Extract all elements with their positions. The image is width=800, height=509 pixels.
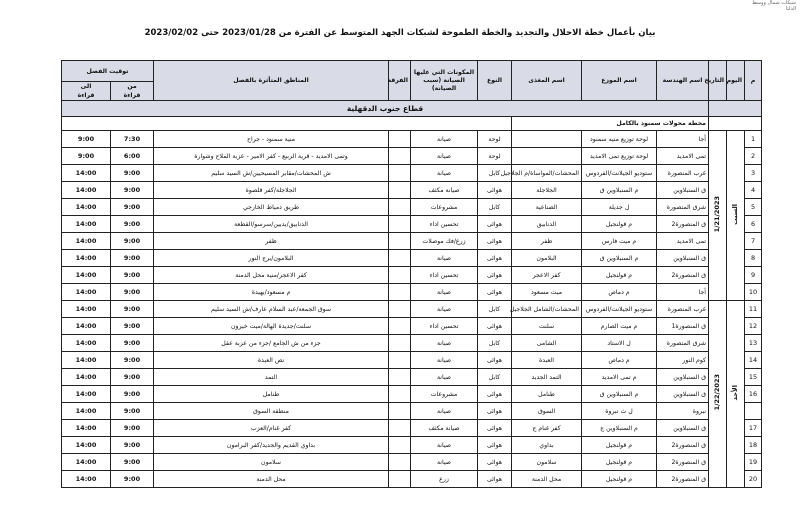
time-from-cell: 9:00 — [111, 216, 154, 233]
table-row — [62, 352, 762, 369]
feeder-cell: م قولنجيل — [582, 216, 657, 233]
team-cell — [389, 437, 411, 454]
table-row — [62, 437, 762, 454]
time-to-cell: 14:00 — [62, 318, 111, 335]
zone-cell: سلنت — [512, 318, 582, 335]
table-row — [62, 318, 762, 335]
engineering-cell: أجا — [657, 131, 709, 148]
feeder-cell: م دماص — [582, 284, 657, 301]
areas-cell: الدنابيق/بديين/سرسو/القطعة — [154, 216, 389, 233]
table-row — [62, 335, 762, 352]
zone-cell: طنامل — [512, 386, 582, 403]
row-number: 11 — [745, 301, 762, 318]
type-cell: كابل — [478, 301, 512, 318]
areas-cell: كفر الاعجر/منية محل الدمنة — [154, 267, 389, 284]
work-cell: صيانة — [411, 165, 478, 182]
areas-cell: طريق دمياط الخارجي — [154, 199, 389, 216]
engineering-cell: ق المنصورة2 — [657, 471, 709, 488]
zone-cell — [512, 148, 582, 165]
substation-blank — [62, 117, 512, 131]
row-number: 18 — [745, 437, 762, 454]
team-cell — [389, 301, 411, 318]
feeder-cell: م دماص — [582, 352, 657, 369]
engineering-cell: نبروة — [657, 403, 709, 420]
row-number: 17 — [745, 420, 762, 437]
time-to-cell: 14:00 — [62, 369, 111, 386]
type-cell: لوحة — [478, 131, 512, 148]
work-cell: صيانة — [411, 335, 478, 352]
team-cell — [389, 216, 411, 233]
time-to-cell: 14:00 — [62, 386, 111, 403]
table-row — [62, 369, 762, 386]
date-cell — [709, 131, 727, 301]
table-row — [62, 148, 762, 165]
type-cell: هوائى — [478, 233, 512, 250]
date-cell — [709, 301, 727, 488]
table-row — [62, 165, 762, 182]
work-cell: صيانة — [411, 352, 478, 369]
areas-cell: م مسعود/بهيدة — [154, 284, 389, 301]
engineering-cell: ق السنبلاوين — [657, 386, 709, 403]
team-cell — [389, 403, 411, 420]
zone-cell: بداوي — [512, 437, 582, 454]
header-zone: اسم المغذى — [512, 61, 582, 101]
work-cell: صيانة — [411, 131, 478, 148]
feeder-cell: م قولنجيل — [582, 267, 657, 284]
areas-cell: كفر غنام/العزب — [154, 420, 389, 437]
row-number: 20 — [745, 471, 762, 488]
time-from-cell: 9:00 — [111, 318, 154, 335]
work-cell: صيانة — [411, 301, 478, 318]
time-from-cell: 9:00 — [111, 454, 154, 471]
time-to-cell: 14:00 — [62, 301, 111, 318]
document-title: بيان بأعمال خطة الاحلال والتجديد والخطة الطموحة لشبكات الجهد المتوسط عن الفترة من 2023/01/28 حتى 2023/02/02 — [144, 28, 656, 38]
table-row — [62, 267, 762, 284]
time-to-cell: 14:00 — [62, 471, 111, 488]
type-cell: هوائى — [478, 182, 512, 199]
engineering-cell: أجا — [657, 284, 709, 301]
type-cell: هوائى — [478, 403, 512, 420]
work-cell: صيانة مكثف — [411, 182, 478, 199]
team-cell — [389, 352, 411, 369]
row-number: 14 — [745, 352, 762, 369]
zone-cell: التمد الجديد — [512, 369, 582, 386]
corner-logo: شبكات شمال ووسط الدلتا — [752, 0, 796, 12]
type-cell: هوائى — [478, 420, 512, 437]
row-number: 13 — [745, 335, 762, 352]
time-from-cell: 9:00 — [111, 437, 154, 454]
engineering-cell: غرب المنصورة — [657, 165, 709, 182]
time-from-cell: 9:00 — [111, 471, 154, 488]
day-label: الأحد — [731, 384, 740, 401]
zone-cell: الشامى — [512, 335, 582, 352]
type-cell: هوائى — [478, 250, 512, 267]
type-cell: كابل — [478, 335, 512, 352]
work-cell: صيانة — [411, 284, 478, 301]
table-row — [62, 250, 762, 267]
team-cell — [389, 233, 411, 250]
feeder-cell: م ميت فارس — [582, 233, 657, 250]
zone-cell — [512, 131, 582, 148]
time-to-cell: 14:00 — [62, 437, 111, 454]
type-cell: هوائى — [478, 437, 512, 454]
team-cell — [389, 267, 411, 284]
team-cell — [389, 386, 411, 403]
feeder-cell: م السنبلاوين ق — [582, 250, 657, 267]
areas-cell: منطقة السوق — [154, 403, 389, 420]
row-number: 7 — [745, 233, 762, 250]
feeder-cell: م ميت الصارم — [582, 318, 657, 335]
time-to-cell: 14:00 — [62, 199, 111, 216]
engineering-cell: ق المنصورة1 — [657, 318, 709, 335]
type-cell: كابل — [478, 165, 512, 182]
type-cell: هوائى — [478, 471, 512, 488]
work-cell: صيانة مكثف — [411, 420, 478, 437]
team-cell — [389, 182, 411, 199]
sector-title: قطاع جنوب الدقهلية — [62, 101, 709, 117]
table-row — [62, 182, 762, 199]
feeder-cell: ستوديو الجيلانت/الفردوس — [582, 165, 657, 182]
type-cell: لوحة — [478, 148, 512, 165]
time-to-cell: 14:00 — [62, 233, 111, 250]
feeder-cell: م قولنجيل — [582, 471, 657, 488]
team-cell — [389, 165, 411, 182]
feeder-cell: م السنبلاوين ق — [582, 182, 657, 199]
work-cell: صيانة — [411, 454, 478, 471]
work-cell: صيانة — [411, 437, 478, 454]
header-type: النوع — [478, 61, 512, 101]
time-to-cell: 14:00 — [62, 284, 111, 301]
time-from-cell: 9:00 — [111, 335, 154, 352]
team-cell — [389, 318, 411, 335]
day-cell — [727, 301, 745, 488]
side-cell — [709, 101, 762, 117]
zone-cell: المحشات/المواساة/م الجلاجيل — [512, 165, 582, 182]
work-cell: زرع — [411, 471, 478, 488]
table-row — [62, 386, 762, 403]
feeder-cell: ل جديلة — [582, 199, 657, 216]
feeder-cell: لوحة توزيع منيه سمنود — [582, 131, 657, 148]
time-from-cell: 7:30 — [111, 131, 154, 148]
areas-cell: سلامون — [154, 454, 389, 471]
type-cell: هوائى — [478, 352, 512, 369]
row-number: 12 — [745, 318, 762, 335]
areas-cell: الجلاجلة/كفر قلصوة — [154, 182, 389, 199]
table-row — [62, 403, 762, 420]
feeder-cell: م السنبلاوين ق — [582, 386, 657, 403]
row-number: 2 — [745, 148, 762, 165]
areas-cell: سلنت/جديدة الهالة/ميت خيرون — [154, 318, 389, 335]
engineering-cell: ق المنصورة2 — [657, 267, 709, 284]
time-to-cell: 14:00 — [62, 250, 111, 267]
type-cell: هوائى — [478, 216, 512, 233]
feeder-cell: م قولنجيل — [582, 437, 657, 454]
day-cell — [727, 131, 745, 301]
areas-cell: ش المحشات/مقابر المسيحيين/ش السيد سليم — [154, 165, 389, 182]
team-cell — [389, 284, 411, 301]
work-cell: تحسين اداء — [411, 216, 478, 233]
zone-cell: المحشات/الشامل الجلاجيل — [512, 301, 582, 318]
date-label: 1/21/2023 — [713, 195, 722, 233]
day-label: السبت — [731, 203, 740, 225]
team-cell — [389, 148, 411, 165]
time-to-cell: 9:00 — [62, 131, 111, 148]
team-cell — [389, 420, 411, 437]
engineering-cell: تمى الامديد — [657, 148, 709, 165]
engineering-cell: ق المنصورة2 — [657, 216, 709, 233]
header-row — [62, 61, 762, 82]
engineering-cell: ق السنبلاوين — [657, 182, 709, 199]
header-date: التاريخ — [709, 61, 727, 101]
time-from-cell: 9:00 — [111, 403, 154, 420]
time-to-cell: 14:00 — [62, 403, 111, 420]
zone-cell: محل الدمنة — [512, 471, 582, 488]
time-to-cell: 14:00 — [62, 165, 111, 182]
work-cell: زرع/فك موصلات — [411, 233, 478, 250]
time-from-cell: 9:00 — [111, 420, 154, 437]
areas-cell: جزء من ش الجامع /جزء من عزبة عقل — [154, 335, 389, 352]
zone-cell: العبدة — [512, 352, 582, 369]
time-to-cell: 14:00 — [62, 454, 111, 471]
work-cell: صيانة — [411, 369, 478, 386]
time-from-cell: 9:00 — [111, 267, 154, 284]
header-engineering: اسم الهندسة — [657, 61, 709, 101]
engineering-cell: ق المنصورة2 — [657, 437, 709, 454]
areas-cell: سوق الجمعة/عبد السلام عارف/ش السيد سليم — [154, 301, 389, 318]
zone-cell: البلامون — [512, 250, 582, 267]
table-row — [62, 233, 762, 250]
type-cell: كابل — [478, 199, 512, 216]
time-from-cell: 9:00 — [111, 301, 154, 318]
time-from-cell: 9:00 — [111, 250, 154, 267]
table-row — [62, 471, 762, 488]
date-label: 1/22/2023 — [713, 374, 722, 411]
type-cell: هوائى — [478, 454, 512, 471]
areas-cell: طنامل — [154, 386, 389, 403]
table-row — [62, 301, 762, 318]
engineering-cell: ق المنصورة2 — [657, 454, 709, 471]
feeder-cell: م تمى الامديد — [582, 369, 657, 386]
areas-cell: بداوي القديم والجديد/كفر البرامون — [154, 437, 389, 454]
row-number: 1 — [745, 131, 762, 148]
zone-cell: كفر غنام ج — [512, 420, 582, 437]
feeder-cell: ل الاستاد — [582, 335, 657, 352]
work-cell: صيانة — [411, 403, 478, 420]
row-number: 4 — [745, 182, 762, 199]
row-number: 3 — [745, 165, 762, 182]
areas-cell: وتمى الامديد - قرية الربيع - كفر الامير - عزبة الملاح وشوارة — [154, 148, 389, 165]
header-cut-time: توقيت الفصل — [62, 61, 154, 82]
team-cell — [389, 454, 411, 471]
table-row — [62, 284, 762, 301]
team-cell — [389, 369, 411, 386]
header-areas: المناطق المتأثرة بالفصل — [154, 61, 389, 101]
time-from-cell: 6:00 — [111, 148, 154, 165]
type-cell: هوائى — [478, 284, 512, 301]
sector-row — [62, 101, 762, 117]
header-day: اليوم — [727, 61, 745, 101]
feeder-cell: لوحة توزيع تمى الامديد — [582, 148, 657, 165]
header-num: م — [745, 61, 762, 101]
time-from-cell: 9:00 — [111, 182, 154, 199]
areas-cell: التمد — [154, 369, 389, 386]
zone-cell: ميت مسعود — [512, 284, 582, 301]
row-number: 15 — [745, 369, 762, 386]
time-to-cell: 14:00 — [62, 420, 111, 437]
work-cell: تحسين اداء — [411, 318, 478, 335]
time-from-cell: 9:00 — [111, 369, 154, 386]
row-number: 6 — [745, 216, 762, 233]
time-to-cell: 9:00 — [62, 148, 111, 165]
time-from-cell: 9:00 — [111, 233, 154, 250]
areas-cell: نص العبدة — [154, 352, 389, 369]
work-cell: صيانة — [411, 148, 478, 165]
time-to-cell: 14:00 — [62, 182, 111, 199]
areas-cell: منية سمنود - جراح — [154, 131, 389, 148]
type-cell: هوائى — [478, 386, 512, 403]
feeder-cell: ستوديو الجيلانت/الفردوس — [582, 301, 657, 318]
feeder-cell: م السنبلاوين ج — [582, 420, 657, 437]
substation-spacer — [709, 117, 762, 131]
table-row — [62, 199, 762, 216]
row-number: 9 — [745, 267, 762, 284]
row-number: 10 — [745, 284, 762, 301]
time-from-cell: 9:00 — [111, 199, 154, 216]
header-from: من قراءة — [111, 82, 154, 101]
row-number: 16 — [745, 386, 762, 403]
time-to-cell: 14:00 — [62, 335, 111, 352]
team-cell — [389, 131, 411, 148]
row-number: 5 — [745, 199, 762, 216]
engineering-cell: تمى الامديد — [657, 233, 709, 250]
team-cell — [389, 471, 411, 488]
substation-note: محطة محولات سمنود بالكامل — [512, 117, 709, 131]
table-row — [62, 131, 762, 148]
areas-cell: ظفر — [154, 233, 389, 250]
time-from-cell: 9:00 — [111, 284, 154, 301]
work-cell: تحسين اداء — [411, 267, 478, 284]
engineering-cell: ق السنبلاوين — [657, 420, 709, 437]
schedule-table — [61, 60, 762, 488]
engineering-cell: شرق المنصورة — [657, 199, 709, 216]
header-to: الى قراءة — [62, 82, 111, 101]
zone-cell: الدنابيق — [512, 216, 582, 233]
engineering-cell: غرب المنصورة — [657, 301, 709, 318]
type-cell: كابل — [478, 369, 512, 386]
work-cell: مشروعات — [411, 386, 478, 403]
areas-cell: محل الدمنة — [154, 471, 389, 488]
work-cell: مشروعات — [411, 199, 478, 216]
header-feeder: اسم الموزع — [582, 61, 657, 101]
row-number — [745, 403, 762, 420]
table-row — [62, 216, 762, 233]
time-from-cell: 9:00 — [111, 386, 154, 403]
time-to-cell: 14:00 — [62, 352, 111, 369]
zone-cell: الجلاجلة — [512, 182, 582, 199]
feeder-cell: ل ث نبروة — [582, 403, 657, 420]
team-cell — [389, 199, 411, 216]
time-from-cell: 9:00 — [111, 352, 154, 369]
engineering-cell: كوم النور — [657, 352, 709, 369]
engineering-cell: شرق المنصورة — [657, 335, 709, 352]
areas-cell: البلامون/برج النور — [154, 250, 389, 267]
engineering-cell: ق السنبلاوين — [657, 369, 709, 386]
zone-cell: سلامون — [512, 454, 582, 471]
work-cell: صيانة — [411, 250, 478, 267]
header-work: المكونات التي عليها الصيانة (سبب الصيانة) — [411, 61, 478, 101]
zone-cell: السوق — [512, 403, 582, 420]
zone-cell: الصناعية — [512, 199, 582, 216]
zone-cell: كفر الاعجر — [512, 267, 582, 284]
team-cell — [389, 335, 411, 352]
engineering-cell: ق السنبلاوين — [657, 250, 709, 267]
substation-row — [62, 117, 762, 131]
row-number: 8 — [745, 250, 762, 267]
time-to-cell: 14:00 — [62, 267, 111, 284]
team-cell — [389, 250, 411, 267]
table-row — [62, 420, 762, 437]
zone-cell: ظفر — [512, 233, 582, 250]
header-team: الفرقة — [389, 61, 411, 101]
row-number: 19 — [745, 454, 762, 471]
time-to-cell: 14:00 — [62, 216, 111, 233]
table-row — [62, 454, 762, 471]
feeder-cell: م قولنجيل — [582, 454, 657, 471]
type-cell: هوائى — [478, 267, 512, 284]
time-from-cell: 9:00 — [111, 165, 154, 182]
type-cell: هوائى — [478, 318, 512, 335]
